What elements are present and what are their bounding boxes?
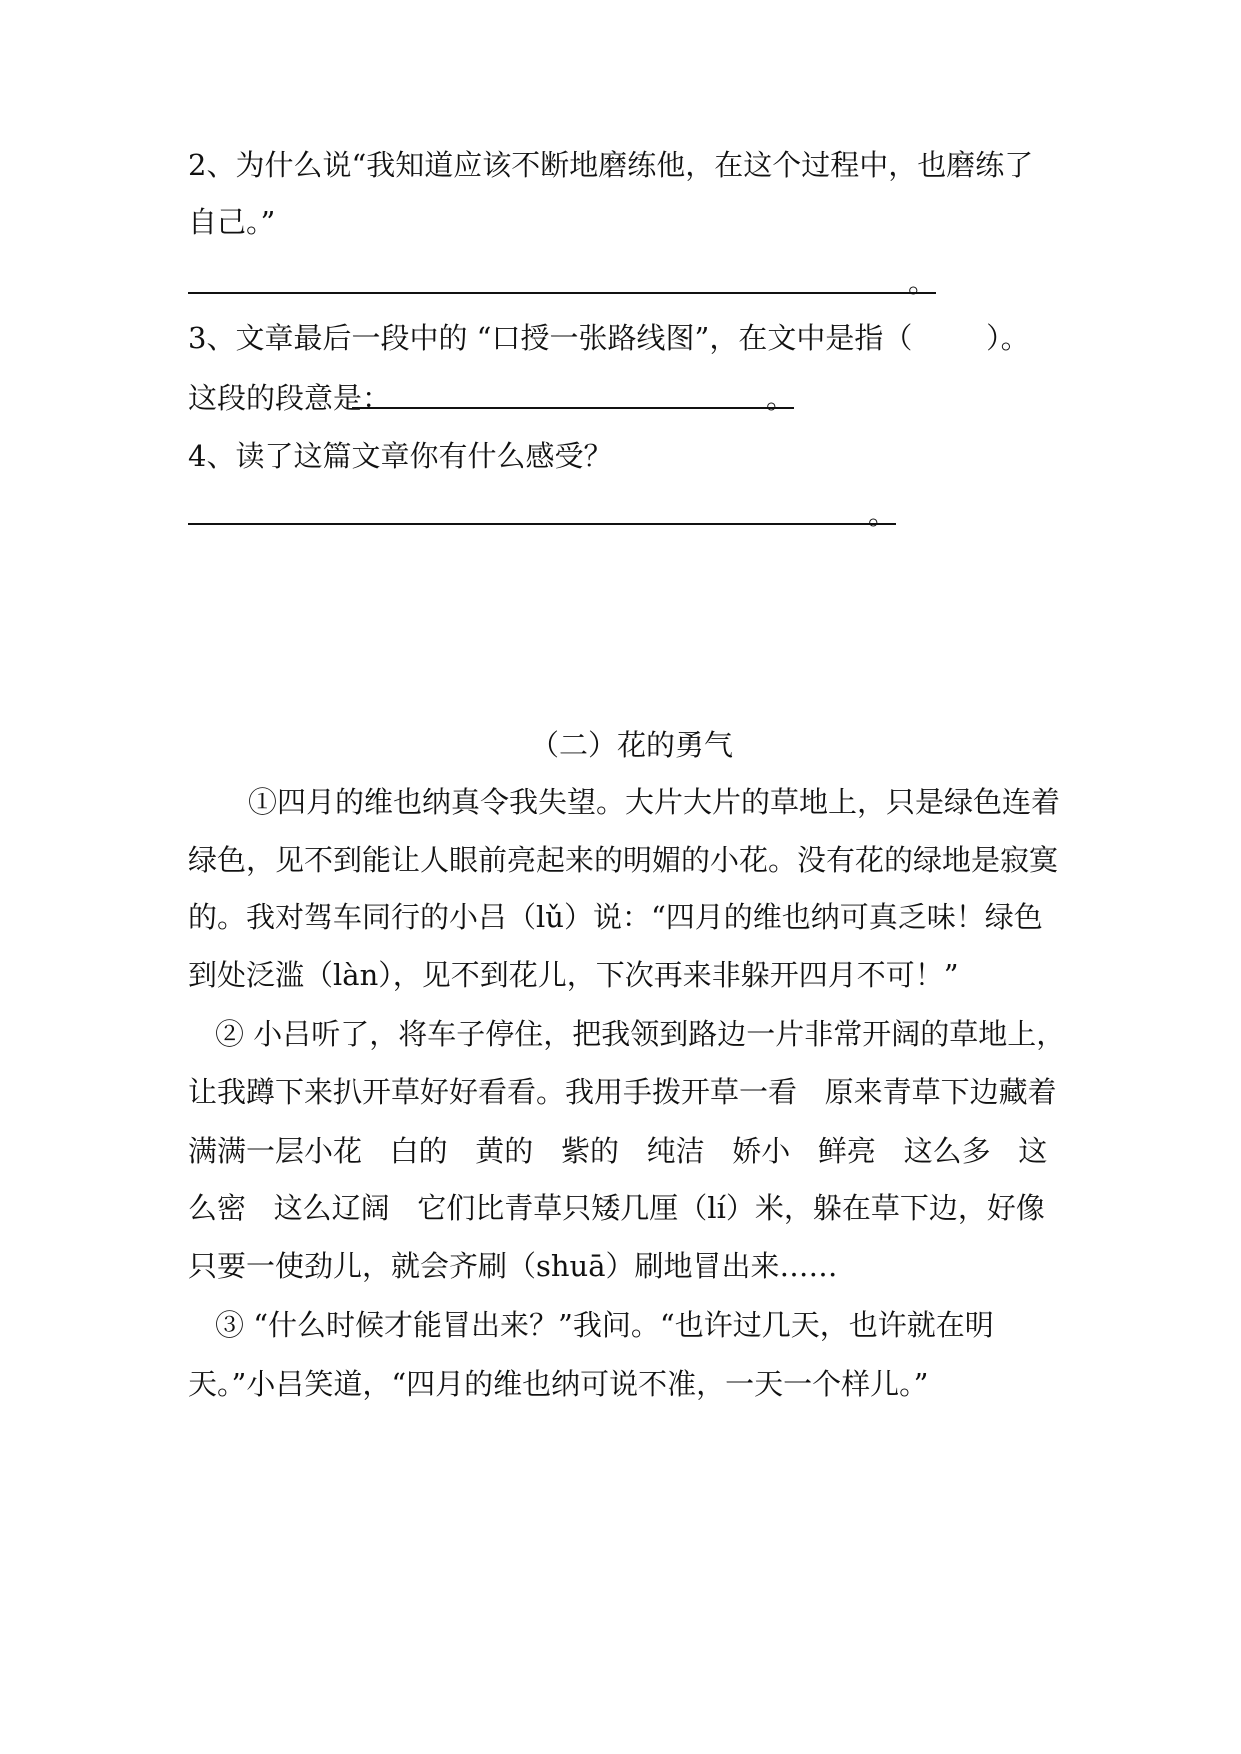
paragraph-1-line-1: ①四月的维也纳真令我失望。大片大片的草地上，只是绿色连着 bbox=[248, 785, 1061, 819]
paragraph-3-line-2: 天。”小吕笑道，“四月的维也纳可说不准，一天一个样儿。” bbox=[188, 1367, 929, 1401]
paragraph-2-line-1: ② 小吕听了，将车子停住，把我领到路边一片非常开阔的草地上， bbox=[215, 1017, 1066, 1051]
paragraph-2-line-4: 么密 这么辽阔 它们比青草只矮几厘（lí）米，躲在草下边，好像 bbox=[188, 1191, 1045, 1225]
paragraph-1-line-2: 绿色，见不到能让人眼前亮起来的明媚的小花。没有花的绿地是寂寞 bbox=[188, 843, 1059, 877]
question-2-text: 2、为什么说“我知道应该不断地磨练他，在这个过程中，也磨练了 bbox=[188, 148, 1034, 182]
paragraph-3-line-1: ③ “什么时候才能冒出来？”我问。“也许过几天，也许就在明 bbox=[215, 1308, 994, 1342]
paragraph-2-line-5: 只要一使劲儿，就会齐刷（shuā）刷地冒出来…… bbox=[188, 1249, 838, 1283]
question-3-label: 这段的段意是： bbox=[188, 381, 392, 415]
answer-line-q2 bbox=[188, 292, 936, 294]
paragraph-1-line-3: 的。我对驾车同行的小吕（lǔ）说：“四月的维也纳可真乏味！绿色 bbox=[188, 900, 1043, 934]
paragraph-1-line-4: 到处泛滥（làn），见不到花儿，下次再来非躲开四月不可！” bbox=[188, 958, 959, 992]
question-4-text: 4、读了这篇文章你有什么感受？ bbox=[188, 439, 613, 473]
paragraph-2-line-2: 让我蹲下来扒开草好好看看。我用手拨开草一看 原来青草下边藏着 bbox=[188, 1075, 1057, 1109]
answer-line-q4 bbox=[188, 523, 896, 525]
answer-end-mark-q2: 。 bbox=[908, 265, 938, 299]
answer-end-mark-q4: 。 bbox=[868, 497, 898, 531]
question-3-text: 3、文章最后一段中的 “口授一张路线图”，在文中是指（ ）。 bbox=[188, 321, 1030, 355]
answer-end-mark-q3: 。 bbox=[766, 381, 796, 415]
paragraph-2-line-3: 满满一层小花 白的 黄的 紫的 纯洁 娇小 鲜亮 这么多 这 bbox=[188, 1134, 1048, 1168]
passage-title: （二）花的勇气 bbox=[530, 728, 734, 762]
answer-line-q3 bbox=[352, 407, 794, 409]
question-2-text-continued: 自己。” bbox=[188, 205, 276, 239]
